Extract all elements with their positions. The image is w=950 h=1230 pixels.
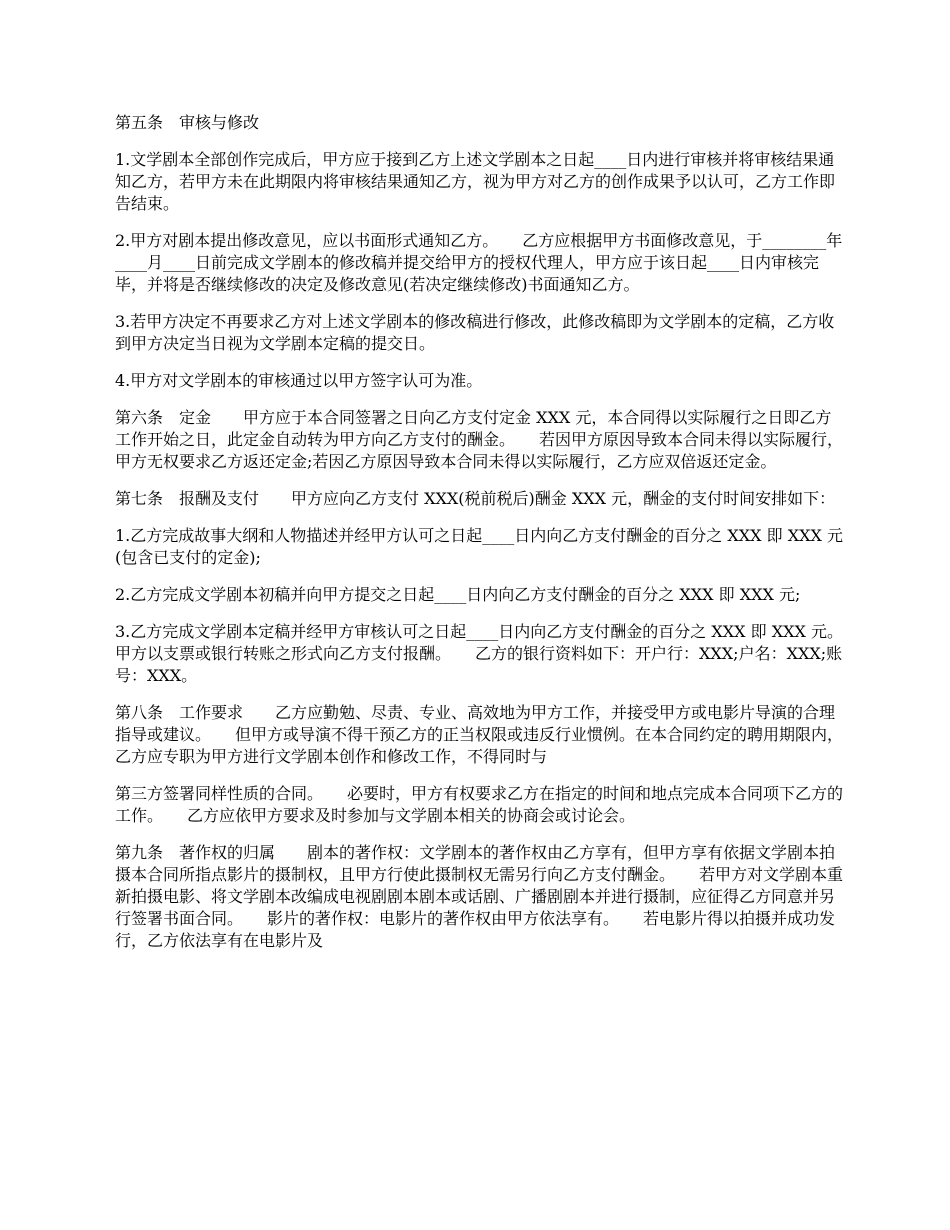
section-8-work-requirements: 第八条 工作要求 乙方应勤勉、尽责、专业、高效地为甲方工作，并接受甲方或电影片导演的合理指导或建议。 但甲方或导演不得干预乙方的正当权限或违反行业惯例。在本合同约定的聘用期限内，乙方应专职为甲方进行文学剧本创作和修改工作，不得同时与 xyxy=(115,703,844,766)
clause-7-3: 3.乙方完成文学剧本定稿并经甲方审核认可之日起____日内向乙方支付酬金的百分之 XXX 即 XXX 元。 甲方以支票或银行转账之形式向乙方支付报酬。 乙方的银行资料如下：开户行：XXX;户名：XXX;账号：XXX。 xyxy=(115,622,867,685)
clause-5-2: 2.甲方对剧本提出修改意见，应以书面形式通知乙方。 乙方应根据甲方书面修改意见，于________年____月____日前完成文学剧本的修改稿并提交给甲方的授权代理人，甲方应于该日起____日内审核完毕，并将是否继续修改的决定及修改意见(若决定继续修改)书面通知乙方。 xyxy=(115,231,843,294)
clause-7-2: 2.乙方完成文学剧本初稿并向甲方提交之日起____日内向乙方支付酬金的百分之 XXX 即 XXX 元; xyxy=(115,585,801,604)
clause-5-4: 4.甲方对文学剧本的审核通过以甲方签字认可为准。 xyxy=(115,371,483,390)
section-5-heading: 第五条 审核与修改 xyxy=(115,113,260,132)
document-page xyxy=(115,112,867,967)
section-9-copyright: 第九条 著作权的归属 剧本的著作权：文学剧本的著作权由乙方享有，但甲方享有依据文学剧本拍摄本合同所指点影片的摄制权，且甲方行使此摄制权无需另行向乙方支付酬金。 若甲方对文学剧本重新拍摄电影、将文学剧本改编成电视剧剧本剧本或话剧、广播剧剧本并进行摄制，应征得乙方同意并另行签署书面合同。 影片的著作权：电影片的著作权由甲方依法享有。 若电影片得以拍摄并成功发行，乙方依法享有在电影片及 xyxy=(115,843,844,950)
clause-7-1: 1.乙方完成故事大纲和人物描述并经甲方认可之日起____日内向乙方支付酬金的百分之 XXX 即 XXX 元(包含已支付的定金); xyxy=(115,526,843,567)
clause-5-3: 3.若甲方决定不再要求乙方对上述文学剧本的修改稿进行修改，此修改稿即为文学剧本的定稿，乙方收到甲方决定当日视为文学剧本定稿的提交日。 xyxy=(115,312,835,353)
section-6-deposit: 第六条 定金 甲方应于本合同签署之日向乙方支付定金 XXX 元，本合同得以实际履行之日即乙方工作开始之日，此定金自动转为甲方向乙方支付的酬金。 若因甲方原因导致本合同未得以实际履行，甲方无权要求乙方返还定金;若因乙方原因导致本合同未得以实际履行，乙方应双倍返还定金。 xyxy=(115,408,844,471)
section-7-payment: 第七条 报酬及支付 甲方应向乙方支付 XXX(税前税后)酬金 XXX 元，酬金的支付时间安排如下： xyxy=(115,489,836,508)
clause-5-1: 1.文学剧本全部创作完成后，甲方应于接到乙方上述文学剧本之日起____日内进行审核并将审核结果通知乙方，若甲方未在此期限内将审核结果通知乙方，视为甲方对乙方的创作成果予以认可，乙方工作即告结束。 xyxy=(115,150,836,213)
section-8-continued: 第三方签署同样性质的合同。 必要时，甲方有权要求乙方在指定的时间和地点完成本合同项下乙方的工作。 乙方应依甲方要求及时参加与文学剧本相关的协商会或讨论会。 xyxy=(115,784,844,825)
